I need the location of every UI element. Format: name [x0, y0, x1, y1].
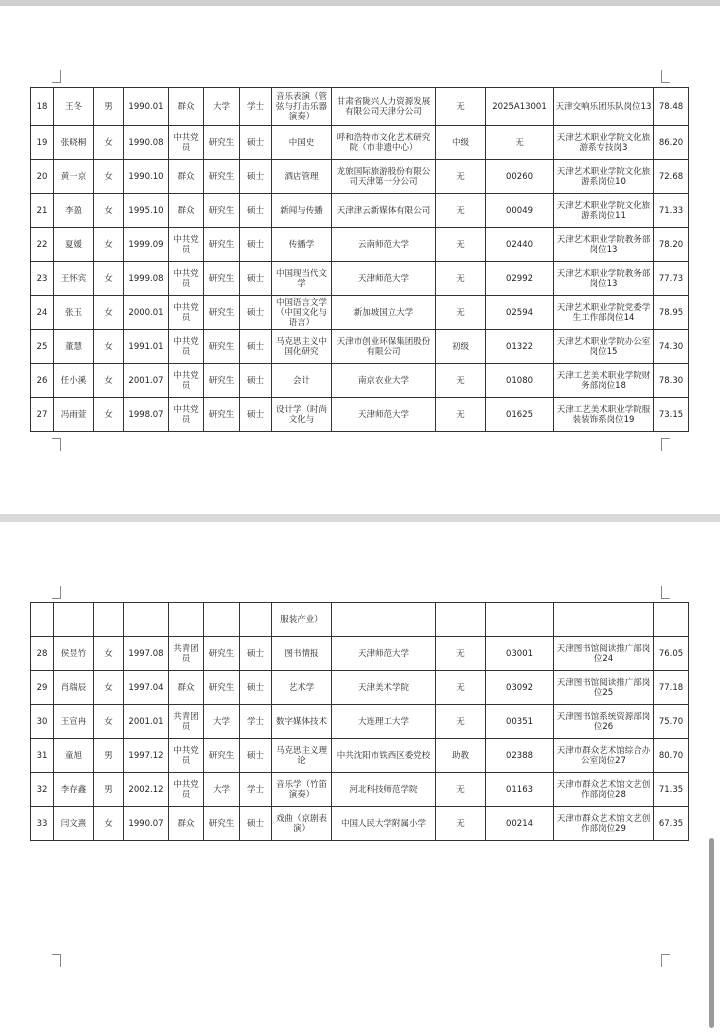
- cell-employer: 天津美术学院: [332, 671, 436, 705]
- cell-major: 图书情报: [272, 637, 332, 671]
- cell-gender: 男: [94, 773, 124, 807]
- table-row: [31, 228, 689, 262]
- cell-ticket: 00260: [486, 160, 554, 194]
- cell-politics: 群众: [169, 194, 204, 228]
- cell-no: 33: [31, 807, 54, 841]
- cell-post: 天津市群众艺术馆文艺创作部岗位28: [554, 773, 654, 807]
- table-row: [31, 739, 689, 773]
- cell-ticket: 03092: [486, 671, 554, 705]
- cell-employer: 甘肃省陇兴人力资源发展有限公司天津分公司: [332, 88, 436, 126]
- cell-ticket: 01163: [486, 773, 554, 807]
- cell-education: 研究生: [204, 126, 240, 160]
- cell-name: 侯昱竹: [54, 637, 94, 671]
- cell-gender: 女: [94, 194, 124, 228]
- cell-education: 研究生: [204, 739, 240, 773]
- cell-birth: 1995.10: [124, 194, 169, 228]
- cell-score: 75.70: [654, 705, 689, 739]
- cell-no: 27: [31, 398, 54, 432]
- cell-name: 冯雨萱: [54, 398, 94, 432]
- cell-no: 19: [31, 126, 54, 160]
- table-row: [31, 705, 689, 739]
- table-row: [31, 603, 689, 637]
- cell-no: 32: [31, 773, 54, 807]
- cell-score: 86.20: [654, 126, 689, 160]
- cell-degree: 硕士: [240, 398, 272, 432]
- cell-education: 大学: [204, 705, 240, 739]
- cell-education: 研究生: [204, 194, 240, 228]
- cell-gender: 女: [94, 296, 124, 330]
- cell-name: 王怀宾: [54, 262, 94, 296]
- cell-education: 研究生: [204, 296, 240, 330]
- cell-score: 80.70: [654, 739, 689, 773]
- cell-title: 无: [436, 364, 486, 398]
- cell-title: [436, 603, 486, 637]
- cell-no: [31, 603, 54, 637]
- cell-major: 马克思主义中国化研究: [272, 330, 332, 364]
- cell-score: 78.20: [654, 228, 689, 262]
- cell-degree: 学士: [240, 773, 272, 807]
- table-row: [31, 773, 689, 807]
- cell-degree: 硕士: [240, 671, 272, 705]
- cell-score: 74.30: [654, 330, 689, 364]
- cell-politics: 中共党员: [169, 739, 204, 773]
- cell-birth: 1990.10: [124, 160, 169, 194]
- cell-degree: 学士: [240, 705, 272, 739]
- cell-politics: [169, 603, 204, 637]
- cell-name: 黄一京: [54, 160, 94, 194]
- cell-title: 中级: [436, 126, 486, 160]
- cell-title: 无: [436, 194, 486, 228]
- table-row: [31, 671, 689, 705]
- table-row: [31, 398, 689, 432]
- cell-name: [54, 603, 94, 637]
- cell-education: 研究生: [204, 398, 240, 432]
- cell-employer: 龙旅国际旅游股份有限公司天津第一分公司: [332, 160, 436, 194]
- cell-post: 天津图书馆阅读推广部岗位24: [554, 637, 654, 671]
- cell-no: 28: [31, 637, 54, 671]
- cell-major: 中国语言文学（中国文化与语言）: [272, 296, 332, 330]
- cell-birth: 1997.12: [124, 739, 169, 773]
- document-page-1: [0, 6, 720, 514]
- cell-score: 78.48: [654, 88, 689, 126]
- cell-ticket: 00049: [486, 194, 554, 228]
- cell-no: 21: [31, 194, 54, 228]
- cell-birth: 1999.09: [124, 228, 169, 262]
- cell-score: 78.30: [654, 364, 689, 398]
- cell-post: 天津市群众艺术馆综合办公室岗位27: [554, 739, 654, 773]
- cell-birth: 2001.07: [124, 364, 169, 398]
- cell-employer: 南京农业大学: [332, 364, 436, 398]
- cell-politics: 中共党员: [169, 398, 204, 432]
- cell-major: 设计学（时尚文化与: [272, 398, 332, 432]
- cell-gender: 女: [94, 228, 124, 262]
- cell-major: 中国史: [272, 126, 332, 160]
- cell-major: 戏曲（京剧表演）: [272, 807, 332, 841]
- cell-politics: 群众: [169, 160, 204, 194]
- cell-politics: 中共党员: [169, 364, 204, 398]
- cell-gender: [94, 603, 124, 637]
- cell-ticket: 01322: [486, 330, 554, 364]
- cell-gender: 女: [94, 262, 124, 296]
- cell-title: 无: [436, 296, 486, 330]
- table-row: [31, 296, 689, 330]
- cell-post: 天津艺术职业学院文化旅游系专技岗3: [554, 126, 654, 160]
- cell-score: 73.15: [654, 398, 689, 432]
- cell-gender: 女: [94, 671, 124, 705]
- cell-post: [554, 603, 654, 637]
- cell-gender: 男: [94, 88, 124, 126]
- cell-politics: 中共党员: [169, 773, 204, 807]
- cell-post: 天津图书馆系统资源部岗位26: [554, 705, 654, 739]
- cell-birth: 2000.01: [124, 296, 169, 330]
- cell-birth: [124, 603, 169, 637]
- cell-ticket: 00214: [486, 807, 554, 841]
- cell-employer: 天津师范大学: [332, 637, 436, 671]
- table-row: [31, 807, 689, 841]
- cell-title: 助教: [436, 739, 486, 773]
- cell-gender: 男: [94, 739, 124, 773]
- cell-name: 夏媛: [54, 228, 94, 262]
- cell-employer: 中共沈阳市铁西区委党校: [332, 739, 436, 773]
- cell-gender: 女: [94, 126, 124, 160]
- corner-mark: [52, 954, 61, 967]
- cell-degree: 硕士: [240, 637, 272, 671]
- cell-major: 数字媒体技术: [272, 705, 332, 739]
- cell-post: 天津图书馆阅读推广部岗位25: [554, 671, 654, 705]
- cell-score: 77.73: [654, 262, 689, 296]
- cell-post: 天津艺术职业学院文化旅游系岗位10: [554, 160, 654, 194]
- corner-mark: [52, 438, 61, 451]
- cell-major: 中国现当代文学: [272, 262, 332, 296]
- cell-employer: 天津师范大学: [332, 398, 436, 432]
- results-table-page-1: [30, 87, 689, 432]
- cell-title: 无: [436, 705, 486, 739]
- cell-ticket: 00351: [486, 705, 554, 739]
- cell-no: 25: [31, 330, 54, 364]
- table-row: [31, 160, 689, 194]
- results-table-page-2: [30, 602, 689, 841]
- cell-name: 李存鑫: [54, 773, 94, 807]
- cell-post: 天津交响乐团乐队岗位13: [554, 88, 654, 126]
- cell-name: 张玉: [54, 296, 94, 330]
- cell-major: 新闻与传播: [272, 194, 332, 228]
- cell-employer: 云南师范大学: [332, 228, 436, 262]
- cell-employer: [332, 603, 436, 637]
- cell-ticket: 2025A13001: [486, 88, 554, 126]
- table-row: [31, 330, 689, 364]
- cell-major: 服装产业）: [272, 603, 332, 637]
- cell-degree: 硕士: [240, 194, 272, 228]
- cell-education: 大学: [204, 88, 240, 126]
- cell-education: 研究生: [204, 807, 240, 841]
- cell-score: 71.35: [654, 773, 689, 807]
- cell-name: 任小溪: [54, 364, 94, 398]
- cell-post: 天津艺术职业学院文化旅游系岗位11: [554, 194, 654, 228]
- cell-politics: 中共党员: [169, 296, 204, 330]
- cell-score: 72.68: [654, 160, 689, 194]
- cell-no: 18: [31, 88, 54, 126]
- corner-mark: [661, 70, 670, 83]
- corner-mark: [52, 70, 61, 83]
- cell-title: 无: [436, 807, 486, 841]
- cell-no: 26: [31, 364, 54, 398]
- cell-post: 天津工艺美术职业学院服装装饰系岗位19: [554, 398, 654, 432]
- cell-post: 天津艺术职业学院办公室岗位15: [554, 330, 654, 364]
- cell-major: 音乐学（竹笛演奏）: [272, 773, 332, 807]
- table-row: [31, 364, 689, 398]
- cell-post: 天津艺术职业学院教务部岗位13: [554, 228, 654, 262]
- cell-post: 天津工艺美术职业学院财务部岗位18: [554, 364, 654, 398]
- table-row: [31, 194, 689, 228]
- cell-ticket: [486, 603, 554, 637]
- cell-ticket: 02992: [486, 262, 554, 296]
- cell-degree: 硕士: [240, 160, 272, 194]
- cell-name: 童旭: [54, 739, 94, 773]
- cell-title: 无: [436, 88, 486, 126]
- cell-education: 研究生: [204, 262, 240, 296]
- cell-gender: 女: [94, 807, 124, 841]
- cell-degree: 硕士: [240, 296, 272, 330]
- cell-score: 78.95: [654, 296, 689, 330]
- cell-degree: 学士: [240, 88, 272, 126]
- cell-employer: 中国人民大学附属小学: [332, 807, 436, 841]
- cell-gender: 女: [94, 637, 124, 671]
- cell-score: 67.35: [654, 807, 689, 841]
- cell-ticket: 03001: [486, 637, 554, 671]
- cell-score: 71.33: [654, 194, 689, 228]
- cell-education: [204, 603, 240, 637]
- cell-name: 闫文熹: [54, 807, 94, 841]
- cell-politics: 群众: [169, 88, 204, 126]
- cell-post: 天津艺术职业学院党委学生工作部岗位14: [554, 296, 654, 330]
- cell-politics: 中共党员: [169, 228, 204, 262]
- cell-birth: 1999.08: [124, 262, 169, 296]
- cell-title: 无: [436, 262, 486, 296]
- corner-mark: [661, 954, 670, 967]
- cell-major: 传播学: [272, 228, 332, 262]
- cell-employer: 大连理工大学: [332, 705, 436, 739]
- cell-no: 20: [31, 160, 54, 194]
- cell-ticket: 02388: [486, 739, 554, 773]
- cell-education: 研究生: [204, 637, 240, 671]
- cell-employer: 天津市创业环保集团股份有限公司: [332, 330, 436, 364]
- cell-education: 研究生: [204, 228, 240, 262]
- cell-post: 天津市群众艺术馆文艺创作部岗位29: [554, 807, 654, 841]
- cell-education: 研究生: [204, 330, 240, 364]
- cell-no: 22: [31, 228, 54, 262]
- cell-degree: 硕士: [240, 126, 272, 160]
- cell-birth: 2002.12: [124, 773, 169, 807]
- cell-education: 研究生: [204, 364, 240, 398]
- cell-degree: 硕士: [240, 807, 272, 841]
- cell-name: 王冬: [54, 88, 94, 126]
- cell-gender: 女: [94, 160, 124, 194]
- cell-major: 酒店管理: [272, 160, 332, 194]
- table-row: [31, 88, 689, 126]
- cell-politics: 群众: [169, 671, 204, 705]
- cell-politics: 中共党员: [169, 330, 204, 364]
- cell-title: 无: [436, 398, 486, 432]
- cell-employer: 新加坡国立大学: [332, 296, 436, 330]
- scrollbar[interactable]: [709, 838, 714, 1028]
- cell-name: 张晓桐: [54, 126, 94, 160]
- cell-major: 会计: [272, 364, 332, 398]
- cell-name: 董慧: [54, 330, 94, 364]
- cell-score: 76.05: [654, 637, 689, 671]
- cell-birth: 1990.08: [124, 126, 169, 160]
- corner-mark: [52, 586, 61, 599]
- cell-score: 77.18: [654, 671, 689, 705]
- corner-mark: [661, 586, 670, 599]
- cell-gender: 女: [94, 364, 124, 398]
- cell-post: 天津艺术职业学院教务部岗位13: [554, 262, 654, 296]
- cell-birth: 1997.08: [124, 637, 169, 671]
- cell-major: 艺术学: [272, 671, 332, 705]
- cell-birth: 1998.07: [124, 398, 169, 432]
- table-row: [31, 262, 689, 296]
- cell-no: 23: [31, 262, 54, 296]
- cell-title: 初级: [436, 330, 486, 364]
- cell-title: 无: [436, 671, 486, 705]
- cell-employer: 呼和浩特市文化艺术研究院（市非遗中心）: [332, 126, 436, 160]
- cell-title: 无: [436, 773, 486, 807]
- cell-degree: 硕士: [240, 262, 272, 296]
- cell-education: 研究生: [204, 160, 240, 194]
- cell-degree: [240, 603, 272, 637]
- cell-score: [654, 603, 689, 637]
- cell-birth: 1997.04: [124, 671, 169, 705]
- cell-education: 研究生: [204, 671, 240, 705]
- cell-birth: 1990.07: [124, 807, 169, 841]
- cell-ticket: 01080: [486, 364, 554, 398]
- cell-gender: 女: [94, 398, 124, 432]
- cell-title: 无: [436, 160, 486, 194]
- cell-title: 无: [436, 228, 486, 262]
- cell-no: 30: [31, 705, 54, 739]
- cell-ticket: 01625: [486, 398, 554, 432]
- cell-name: 王宣冉: [54, 705, 94, 739]
- cell-name: 李盈: [54, 194, 94, 228]
- cell-no: 29: [31, 671, 54, 705]
- cell-employer: 天津津云新媒体有限公司: [332, 194, 436, 228]
- cell-politics: 中共党员: [169, 262, 204, 296]
- cell-employer: 河北科技师范学院: [332, 773, 436, 807]
- cell-employer: 天津师范大学: [332, 262, 436, 296]
- cell-degree: 硕士: [240, 739, 272, 773]
- cell-education: 大学: [204, 773, 240, 807]
- table-row: [31, 126, 689, 160]
- cell-name: 肖瑞辰: [54, 671, 94, 705]
- cell-politics: 共青团员: [169, 637, 204, 671]
- cell-no: 24: [31, 296, 54, 330]
- cell-politics: 共青团员: [169, 705, 204, 739]
- cell-birth: 1991.01: [124, 330, 169, 364]
- cell-birth: 1990.01: [124, 88, 169, 126]
- cell-degree: 硕士: [240, 364, 272, 398]
- cell-birth: 2001.01: [124, 705, 169, 739]
- cell-politics: 中共党员: [169, 126, 204, 160]
- cell-major: 音乐表演（管弦与打击乐器演奏）: [272, 88, 332, 126]
- table-row: [31, 637, 689, 671]
- cell-politics: 群众: [169, 807, 204, 841]
- cell-ticket: 02594: [486, 296, 554, 330]
- cell-gender: 女: [94, 705, 124, 739]
- cell-title: 无: [436, 637, 486, 671]
- cell-no: 31: [31, 739, 54, 773]
- cell-gender: 女: [94, 330, 124, 364]
- cell-ticket: 无: [486, 126, 554, 160]
- cell-degree: 硕士: [240, 330, 272, 364]
- corner-mark: [661, 438, 670, 451]
- cell-ticket: 02440: [486, 228, 554, 262]
- document-page-2: [0, 522, 720, 1033]
- cell-major: 马克思主义理论: [272, 739, 332, 773]
- cell-degree: 硕士: [240, 228, 272, 262]
